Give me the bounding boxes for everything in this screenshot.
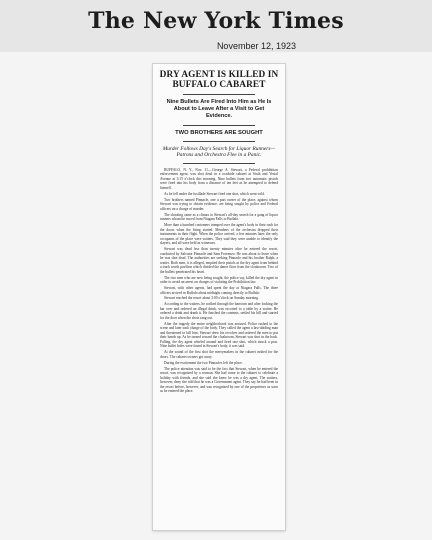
article-paragraph: Stewart, with other agents, had spent the day at Niagara Falls. The three officers arrived in Buffalo about midnight coming directly to Buffalo. xyxy=(160,286,278,295)
article-paragraph: BUFFALO, N. Y., Nov. 11.—George A. Stewart, a Federal prohibition enforcement agent, was shot dead in a roadside cabaret at Sixth and Vestal Avenue at 3:15 o'clock this morning. Nine bullets from two automatic pistols were fired into his body from a distance of ten feet as he attempted to defend himself. xyxy=(160,167,278,190)
article-paragraph: The shooting came as a climax to Stewart's all-day search for a gang of liquor runners whom he traced from Niagara Falls to Buffalo. xyxy=(160,212,278,222)
article-paragraph: Stewart was dead less than twenty minutes after he entered the resort, conducted by Salvator Pinnacle and Sam Forvenzo. He was about to leave when he was shot dead. The authorities are seeking Pinnacle and his brother Ralph, a waiter. Both men, it is alleged, emptied their pistols at the dry agent from behind a truck worth pavilion which divided the dance floor from the cloakroom. Two of the bullets penetrated his heart. xyxy=(160,247,278,274)
article-paragraph: During the excitement the two Pinnacles left the place. xyxy=(164,360,243,365)
article-paragraph: The two men who are now being sought, the police say, killed the dry agent in order to avoid an arrest on charges of violating the Prohibition law. xyxy=(160,275,278,285)
newspaper-masthead: The New York Times xyxy=(88,8,344,34)
subhead-divider xyxy=(183,141,255,142)
article-paragraph: The police attention was said to be the fact that Stewart, when he entered the resort, was recognized by a woman. She had come to the cabaret to celebrate a holiday with friends, and she said she knew he was a dry agent. The waiters, however, deny she told that he was a Government agent. They say he had been in the resort before, however, and was recognized by one of the proprietors as soon as he entered the place. xyxy=(160,366,278,394)
article-paragraph: As he fell under the fusillade Stewart fired one shot, which went wild. xyxy=(164,191,265,196)
body-divider xyxy=(183,163,255,164)
publication-date: November 12, 1923 xyxy=(216,41,296,51)
article-deck-secondary: Murder Follows Day's Search for Liquor Runners—Patrons and Orchestra Flee in a Panic. xyxy=(162,145,276,159)
article-deck-primary: Nine Bullets Are Fired Into Him as He Is About to Leave After a Visit to Get Evidence. xyxy=(166,99,272,120)
article-clipping xyxy=(153,64,285,530)
deck-divider xyxy=(183,125,255,126)
article-paragraph: According to the waiters, he walked through the barroom and after looking the bar over and ordered an illegal drink, was escorted to a table by a waiter. He ordered a drink and drank it. He finished the contents, settled his bill and started for the door when the shots rang out. xyxy=(160,302,278,320)
article-body xyxy=(160,168,278,394)
article-paragraph: Two brothers named Pinnacle, one a part owner of the place, against whom Stewart was trying to obtain evidence, are being sought by police and Federal officers on a charge of murder. xyxy=(160,197,278,211)
article-headline: DRY AGENT IS KILLED IN BUFFALO CABARET xyxy=(159,70,279,90)
article-paragraph: After the tragedy the entire neighborhood was aroused. Police rushed to the scene and later took charge of the body. They called the agent a law-abiding man and threatened to kill him. Stewart drew his revolver and ordered the men to put their hands up. As he turned toward the cloakroom, Stewart was shot in the back. Falling, the dry agent whirled around and fired one shot, which struck a post. Nine bullet holes were found in Stewart's body, it was said. xyxy=(160,321,278,349)
article-subhead: TWO BROTHERS ARE SOUGHT xyxy=(175,129,263,136)
headline-divider xyxy=(183,94,255,95)
article-paragraph: More than a hundred customers tramped over the agent's body in their rush for the doors when the firing started. Members of the orchestra dropped their instruments in their flight. When the police arrived, a few minutes later, the only occupants of the place were waiters. They said they were unable to identify the slayers, and all were held as witnesses. xyxy=(160,223,278,246)
article-paragraph: Stewart reached the resort about 3:00 o'clock on Sunday morning. xyxy=(164,296,259,301)
article-paragraph: At the sound of the first shot the merrymakers in the cabaret rushed for the doors. The cabaret owners got away. xyxy=(160,350,278,359)
masthead-banner xyxy=(0,0,432,52)
